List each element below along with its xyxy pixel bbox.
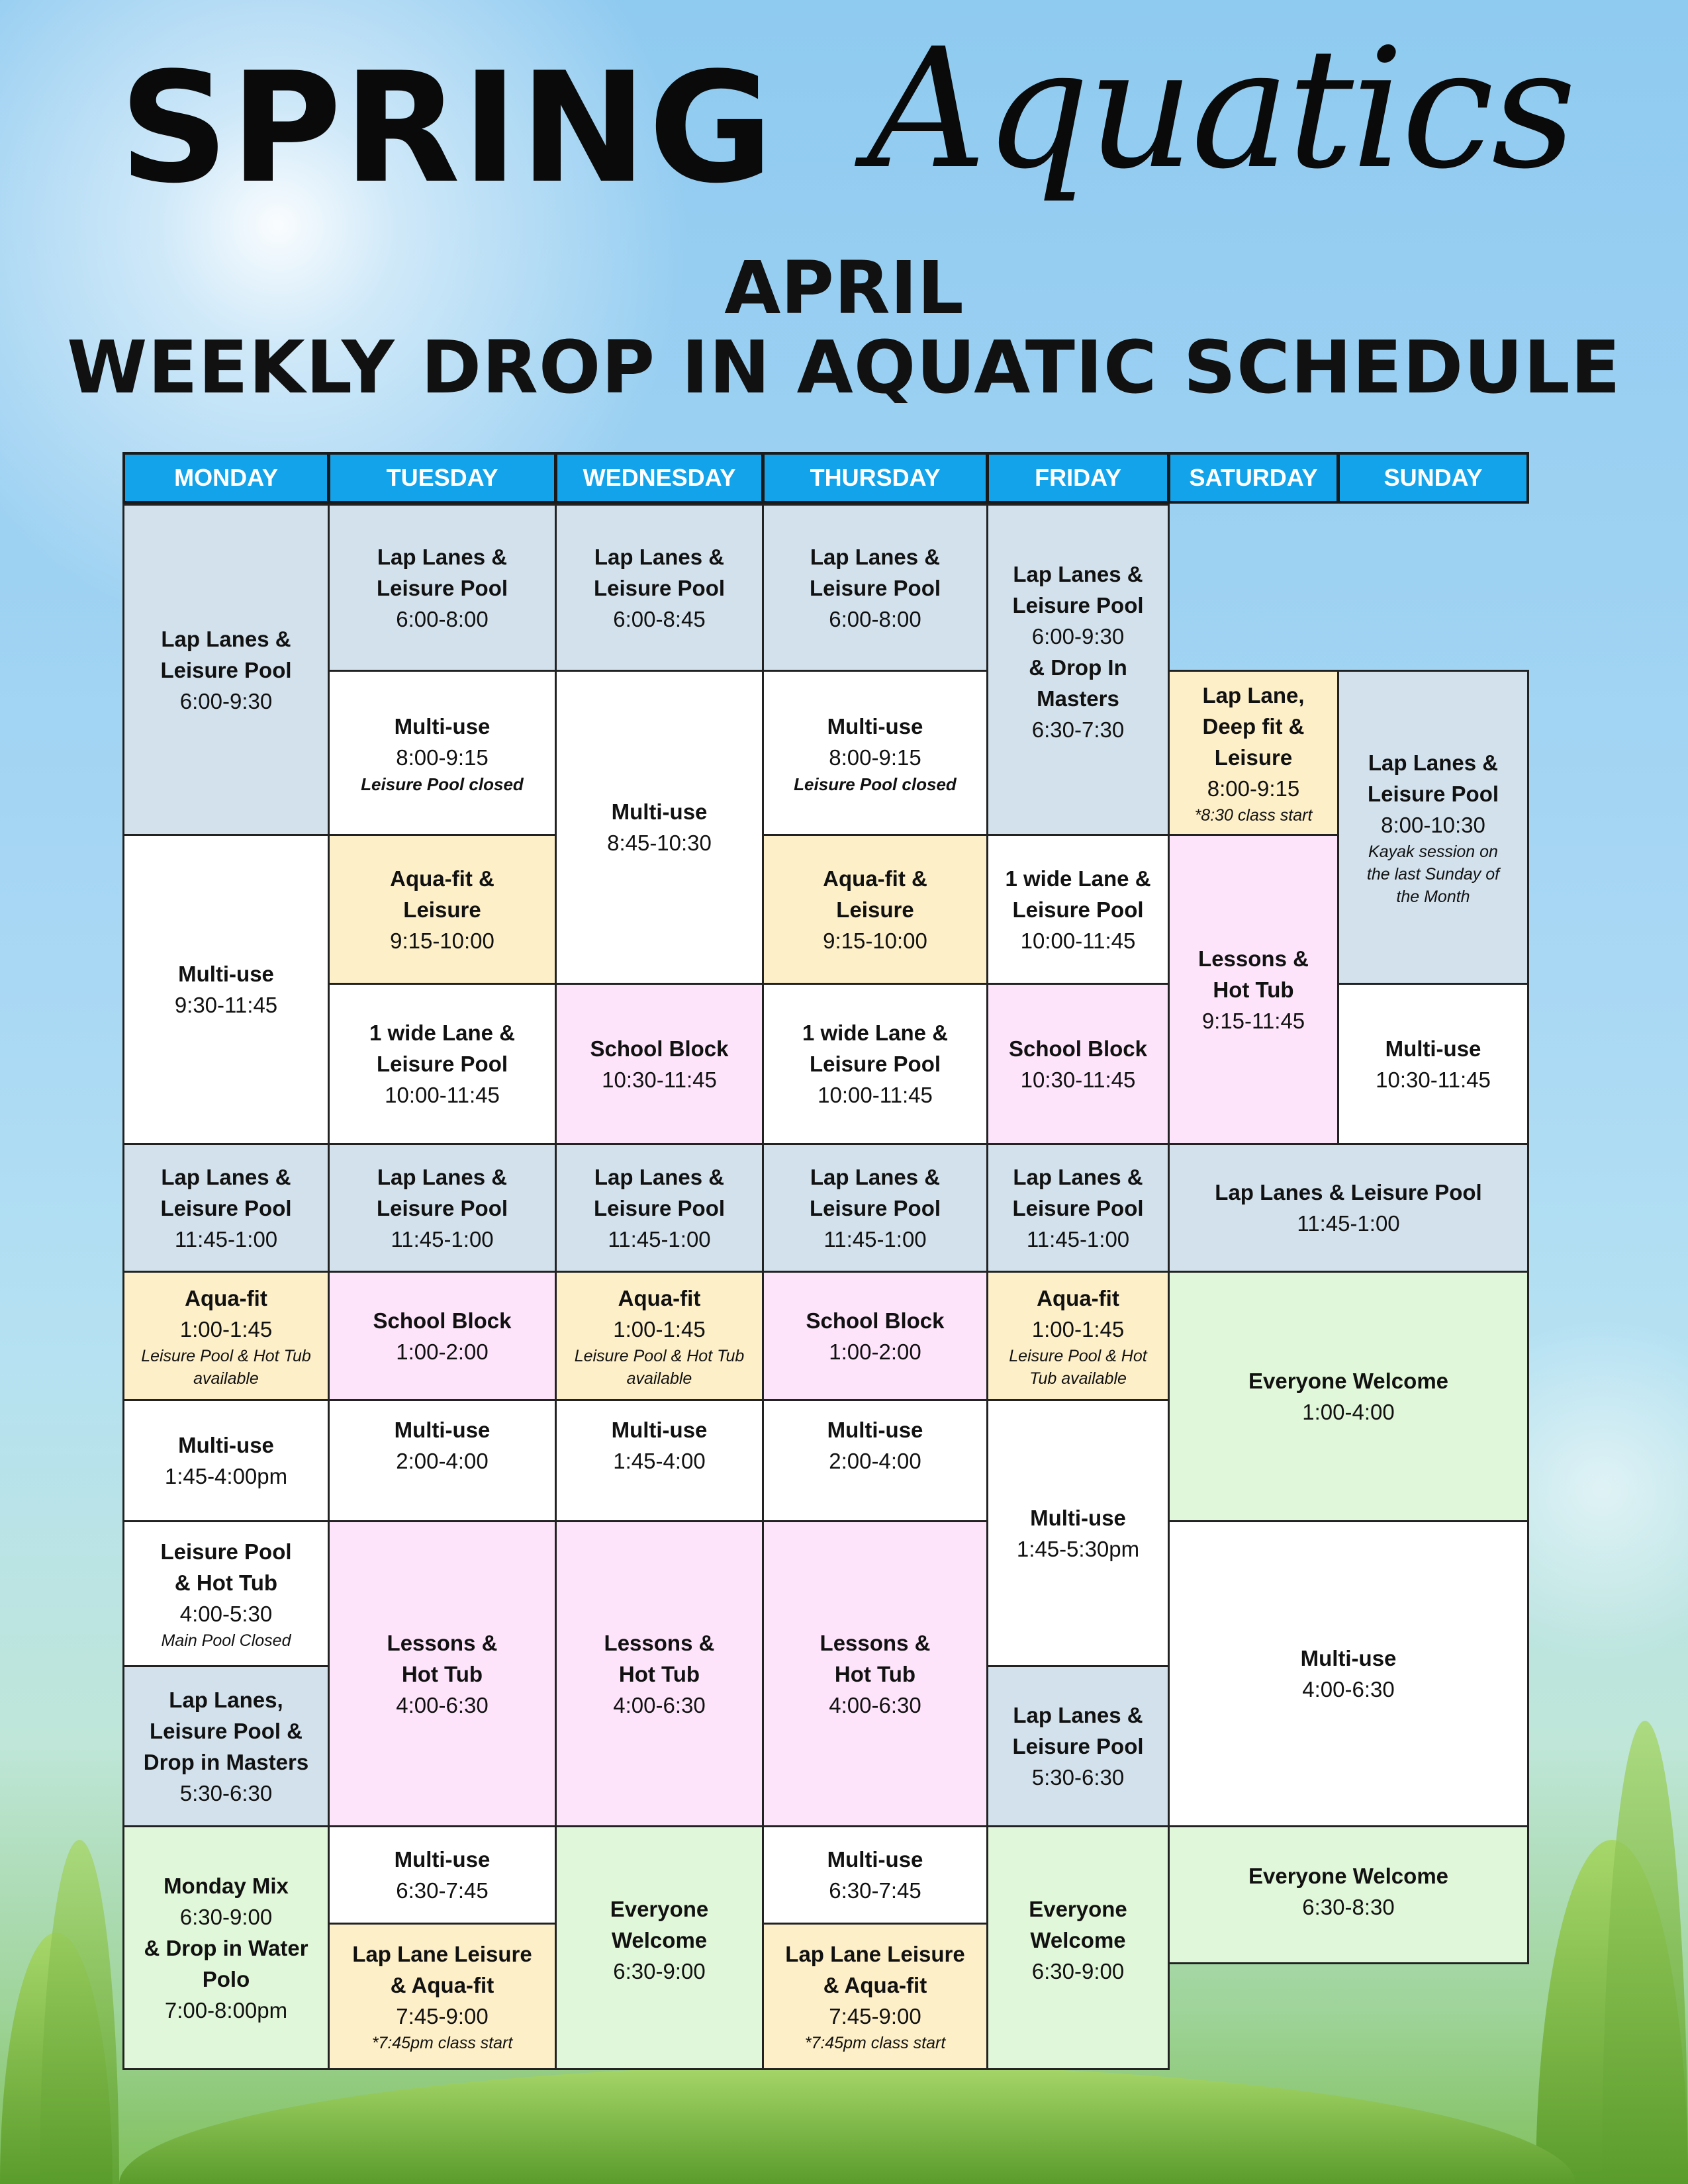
schedule-cell-tuesday-1	[328, 504, 557, 672]
activity-label: Multi-use	[827, 1418, 923, 1442]
activity-label: 1 wide Lane & Leisure Pool	[802, 1021, 949, 1076]
activity-time: 8:00-10:30	[1381, 812, 1485, 837]
activity-label: Lap Lanes & Leisure Pool	[1012, 1703, 1144, 1758]
activity-time: 6:00-8:45	[613, 606, 706, 631]
activity-label: Aqua-fit	[1037, 1285, 1119, 1310]
activity-label: Multi-use	[178, 1433, 274, 1457]
schedule-cell-tuesday-9	[328, 1825, 557, 1925]
schedule-cell-thursday-9	[762, 1825, 988, 1925]
activity-label: Lap Lanes & Leisure Pool	[376, 1164, 508, 1220]
activity-label: Multi-use	[1300, 1646, 1397, 1670]
activity-time: 11:45-1:00	[1297, 1211, 1400, 1236]
day-header-wednesday: WEDNESDAY	[555, 452, 764, 504]
activity-time: 1:00-2:00	[396, 1339, 489, 1364]
activity-time: 10:30-11:45	[1376, 1067, 1491, 1092]
activity-label: Lessons & Hot Tub	[1198, 946, 1309, 1002]
schedule-cell-tuesday-2	[328, 670, 557, 836]
activity-note: Main Pool Closed	[161, 1631, 291, 1650]
activity-time: 6:30-7:45	[396, 1878, 489, 1903]
schedule-cell-tuesday-10	[328, 1923, 557, 2070]
activity-time: 6:30-7:45	[829, 1878, 921, 1903]
activity-label: Lessons & Hot Tub	[604, 1630, 715, 1686]
activity-time: 10:30-11:45	[1020, 1067, 1136, 1092]
activity-time: 7:45-9:00	[829, 2004, 921, 2028]
schedule-cell-wednesday-7	[555, 1520, 764, 1827]
activity-time: 5:30-6:30	[179, 1780, 273, 1805]
schedule-cell-wednesday-2	[555, 670, 764, 985]
activity-label: Aqua-fit & Leisure	[823, 866, 927, 922]
activity-label: Aqua-fit & Leisure	[390, 866, 494, 922]
schedule-cell-tuesday-5	[328, 1143, 557, 1273]
schedule-cell-monday-2	[122, 834, 330, 1145]
activity-label: Lap Lanes & Leisure Pool	[1215, 1180, 1482, 1205]
schedule-cell-weekend-3	[1168, 1520, 1529, 1827]
activity-note: Leisure Pool & Hot Tub available	[141, 1346, 311, 1388]
activity-time: 10:00-11:45	[1020, 928, 1136, 953]
activity-label: Lessons & Hot Tub	[820, 1630, 931, 1686]
schedule-cell-tuesday-4	[328, 983, 557, 1145]
schedule-cell-friday-8	[986, 1825, 1170, 2070]
activity-time: 10:00-11:45	[385, 1083, 500, 1107]
schedule-cell-monday-7	[122, 1665, 330, 1827]
activity-time: 2:00-4:00	[829, 1449, 921, 1473]
activity-time: 1:00-1:45	[179, 1316, 273, 1342]
activity-label: Lap Lanes & Leisure Pool	[809, 544, 941, 600]
activity-label: Lap Lane, Deep fit & Leisure	[1202, 682, 1305, 770]
activity-time: 6:30-9:00	[179, 1904, 273, 1929]
activity-label: Multi-use	[611, 1418, 708, 1442]
activity-label: Aqua-fit	[185, 1285, 267, 1310]
schedule-cell-thursday-5	[762, 1143, 988, 1273]
schedule-cell-thursday-7	[762, 1399, 988, 1522]
activity-label: Everyone Welcome	[610, 1897, 709, 1952]
activity-label: Aqua-fit	[618, 1285, 701, 1310]
activity-time: 9:15-10:00	[823, 928, 927, 953]
activity-time-secondary: 6:30-7:30	[1031, 717, 1125, 742]
schedule-cell-weekend-1	[1168, 1143, 1529, 1273]
schedule-cell-friday-3	[986, 983, 1170, 1145]
schedule-cell-wednesday-1	[555, 504, 764, 672]
activity-time: 1:00-2:00	[829, 1339, 921, 1364]
activity-note: Leisure Pool & Hot Tub available	[1009, 1346, 1147, 1388]
schedule-cell-monday-6	[122, 1520, 330, 1667]
schedule-cell-thursday-1	[762, 504, 988, 672]
activity-label: Multi-use	[827, 1847, 923, 1872]
activity-time: 11:45-1:00	[1026, 1226, 1130, 1251]
activity-note: *7:45pm class start	[804, 2034, 946, 2052]
activity-label: Multi-use	[611, 799, 708, 824]
schedule-cell-monday-8	[122, 1825, 330, 2070]
schedule-cell-weekend-2	[1168, 1271, 1529, 1522]
activity-label: 1 wide Lane & Leisure Pool	[1005, 866, 1151, 922]
schedule-cell-thursday-3	[762, 834, 988, 985]
schedule-cell-wednesday-3	[555, 983, 764, 1145]
activity-label: 1 wide Lane & Leisure Pool	[369, 1021, 516, 1076]
schedule-cell-tuesday-7	[328, 1399, 557, 1522]
activity-time: 1:45-5:30pm	[1016, 1536, 1140, 1561]
day-header-thursday: THURSDAY	[762, 452, 988, 504]
activity-label: Everyone Welcome	[1248, 1864, 1449, 1888]
schedule-cell-thursday-6	[762, 1271, 988, 1401]
schedule-cell-wednesday-8	[555, 1825, 764, 2070]
schedule-cell-tuesday-8	[328, 1520, 557, 1827]
activity-time: 5:30-6:30	[1031, 1765, 1125, 1790]
schedule-cell-saturday-2	[1168, 834, 1339, 1145]
activity-label: Lap Lanes, Leisure Pool & Drop in Masters	[143, 1687, 309, 1774]
schedule-cell-friday-7	[986, 1665, 1170, 1827]
schedule-cell-friday-1	[986, 504, 1170, 836]
schedule-subtitle: WEEKLY DROP IN AQUATIC SCHEDULE	[67, 325, 1621, 410]
activity-label: Lap Lanes & Leisure Pool	[1012, 562, 1144, 617]
title-spring: SPRING	[119, 40, 775, 217]
activity-note: *7:45pm class start	[371, 2034, 513, 2052]
day-header-monday: MONDAY	[122, 452, 330, 504]
schedule-cell-wednesday-4	[555, 1143, 764, 1273]
activity-time: 6:30-8:30	[1302, 1895, 1395, 1919]
activity-label: Lap Lanes & Leisure Pool	[160, 1164, 292, 1220]
activity-time: 1:45-4:00	[613, 1449, 706, 1473]
schedule-cell-tuesday-3	[328, 834, 557, 985]
day-header-tuesday: TUESDAY	[328, 452, 557, 504]
activity-time: 8:00-9:15	[1207, 776, 1300, 801]
schedule-cell-friday-4	[986, 1143, 1170, 1273]
activity-note: Leisure Pool closed	[794, 774, 957, 794]
activity-time: 4:00-6:30	[829, 1692, 921, 1717]
activity-time-secondary: 7:00-8:00pm	[164, 1997, 288, 2023]
activity-time: 11:45-1:00	[391, 1226, 494, 1251]
activity-time: 8:00-9:15	[829, 745, 921, 770]
activity-time: 10:30-11:45	[602, 1067, 717, 1092]
activity-label-secondary: & Drop in Water Polo	[144, 1935, 308, 1991]
activity-time: 4:00-6:30	[1302, 1677, 1395, 1702]
activity-label: Lap Lane Leisure & Aqua-fit	[785, 1942, 965, 1997]
activity-label: School Block	[806, 1308, 945, 1333]
activity-time: 6:00-9:30	[1031, 624, 1125, 649]
schedule-cell-thursday-8	[762, 1520, 988, 1827]
activity-time: 6:30-9:00	[613, 1959, 706, 1983]
schedule-cell-saturday-1	[1168, 670, 1339, 836]
month-heading: APRIL	[724, 246, 964, 330]
activity-label: Multi-use	[394, 1847, 491, 1872]
activity-label: Leisure Pool & Hot Tub	[160, 1539, 292, 1595]
activity-label: Lap Lanes & Leisure Pool	[593, 1164, 726, 1220]
activity-time: 2:00-4:00	[396, 1449, 489, 1473]
activity-time: 9:15-10:00	[390, 928, 494, 953]
activity-note: *8:30 class start	[1194, 805, 1313, 825]
activity-note: Kayak session on the last Sunday of the Month	[1366, 842, 1500, 906]
activity-label: Lap Lanes & Leisure Pool	[1367, 750, 1499, 806]
day-header-sunday: SUNDAY	[1337, 452, 1529, 504]
schedule-cell-monday-4	[122, 1271, 330, 1401]
activity-time: 9:30-11:45	[174, 993, 278, 1017]
schedule-table	[122, 452, 1529, 2070]
schedule-cell-sunday-2	[1337, 983, 1529, 1145]
activity-time: 6:00-8:00	[829, 606, 921, 631]
activity-label: Lap Lane Leisure & Aqua-fit	[352, 1942, 532, 1997]
schedule-cell-wednesday-5	[555, 1271, 764, 1401]
activity-label: School Block	[590, 1036, 729, 1061]
activity-time: 4:00-6:30	[396, 1692, 489, 1717]
activity-label: Multi-use	[1030, 1505, 1126, 1530]
activity-time: 9:15-11:45	[1201, 1008, 1305, 1033]
schedule-cell-monday-3	[122, 1143, 330, 1273]
activity-label: Lap Lanes & Leisure Pool	[593, 544, 726, 600]
activity-label: Lap Lanes & Leisure Pool	[809, 1164, 941, 1220]
activity-time: 7:45-9:00	[396, 2004, 489, 2028]
activity-time: 4:00-6:30	[613, 1692, 706, 1717]
activity-time: 1:00-4:00	[1302, 1400, 1395, 1424]
title-aquatics: Aquatics	[867, 13, 1574, 205]
activity-label: Monday Mix	[164, 1873, 289, 1898]
activity-note: Leisure Pool closed	[361, 774, 524, 794]
schedule-cell-friday-2	[986, 834, 1170, 985]
activity-time: 11:45-1:00	[823, 1226, 927, 1251]
schedule-cell-sunday-1	[1337, 670, 1529, 985]
activity-label: School Block	[373, 1308, 512, 1333]
schedule-cell-friday-5	[986, 1271, 1170, 1401]
activity-time: 6:00-9:30	[179, 688, 273, 713]
activity-time: 6:00-8:00	[396, 606, 489, 631]
activity-time: 8:45-10:30	[607, 831, 712, 855]
schedule-cell-wednesday-6	[555, 1399, 764, 1522]
activity-time: 1:45-4:00pm	[164, 1464, 288, 1488]
activity-label: Multi-use	[178, 962, 274, 986]
activity-label: Lap Lanes & Leisure Pool	[1012, 1164, 1144, 1220]
activity-label: Lap Lanes & Leisure Pool	[376, 544, 508, 600]
activity-label: Multi-use	[394, 1418, 491, 1442]
activity-label: Everyone Welcome	[1248, 1369, 1449, 1393]
activity-time: 8:00-9:15	[396, 745, 489, 770]
activity-time: 4:00-5:30	[179, 1601, 273, 1626]
day-header-saturday: SATURDAY	[1168, 452, 1339, 504]
activity-time: 6:30-9:00	[1031, 1959, 1125, 1983]
schedule-cell-tuesday-6	[328, 1271, 557, 1401]
activity-time: 1:00-1:45	[1031, 1316, 1125, 1342]
activity-label: Multi-use	[1385, 1036, 1481, 1061]
activity-label: Multi-use	[827, 713, 923, 739]
schedule-cell-thursday-10	[762, 1923, 988, 2070]
activity-label: School Block	[1008, 1036, 1148, 1061]
activity-time: 10:00-11:45	[818, 1083, 933, 1107]
schedule-cell-friday-6	[986, 1399, 1170, 1667]
activity-time: 11:45-1:00	[174, 1226, 278, 1251]
activity-label: Multi-use	[394, 713, 491, 739]
schedule-cell-thursday-2	[762, 670, 988, 836]
activity-label: Lessons & Hot Tub	[387, 1630, 498, 1686]
activity-label: Everyone Welcome	[1029, 1897, 1127, 1952]
schedule-cell-monday-5	[122, 1399, 330, 1522]
activity-note: Leisure Pool & Hot Tub available	[574, 1346, 745, 1388]
activity-label: Lap Lanes & Leisure Pool	[160, 626, 292, 682]
activity-label-secondary: & Drop In Masters	[1029, 655, 1127, 711]
schedule-cell-thursday-4	[762, 983, 988, 1145]
schedule-cell-weekend-4	[1168, 1825, 1529, 1964]
activity-time: 1:00-1:45	[613, 1316, 706, 1342]
schedule-cell-monday-1	[122, 504, 330, 836]
day-header-friday: FRIDAY	[986, 452, 1170, 504]
activity-time: 11:45-1:00	[608, 1226, 711, 1251]
